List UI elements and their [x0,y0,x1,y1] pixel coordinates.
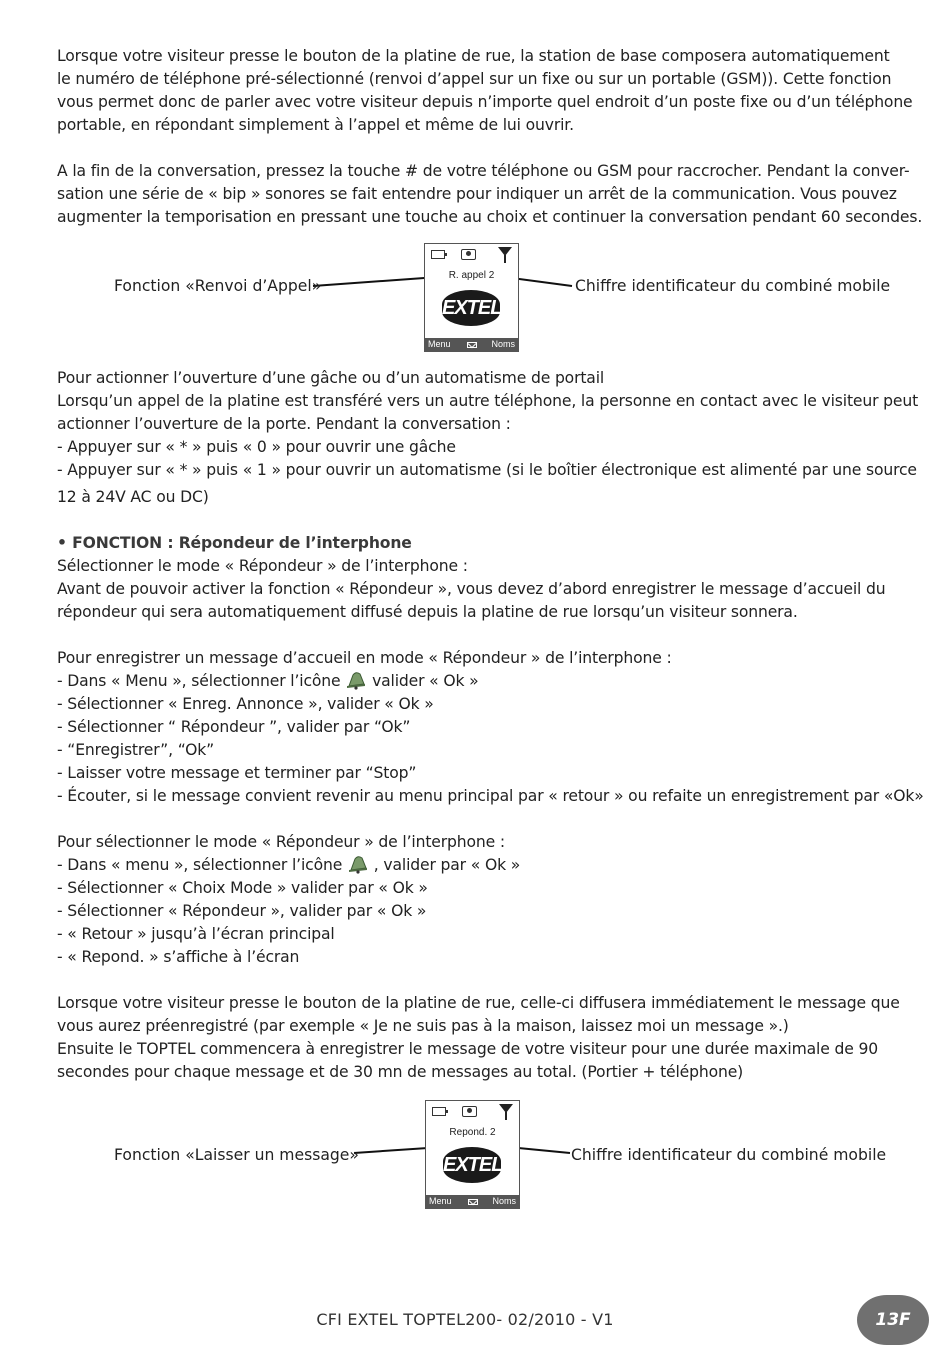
bell-icon [347,854,369,874]
figure-right-label: Chiffre identificateur du combiné mobile [571,1146,887,1164]
text-line: portable, en répondant simplement à l’appel et même de lui ouvrir. [57,116,574,134]
text-line: - Sélectionner « Choix Mode » valider par « Ok » [57,879,428,897]
figure-left-label: Fonction «Laisser un message» [114,1146,359,1164]
antenna-icon [498,247,512,256]
envelope-icon [467,342,477,348]
camera-icon [462,1106,477,1117]
text-line: Avant de pouvoir activer la fonction « Répondeur », vous devez d’abord enregistrer le message d’accueil du [57,580,886,598]
battery-icon [431,250,445,259]
text-line: Ensuite le TOPTEL commencera à enregistrer le message de votre visiteur pour une durée maximale de 90 [57,1040,878,1058]
text-line: - Sélectionner « Répondeur », valider par « Ok » [57,902,427,920]
soft-key-menu: Menu [428,339,451,349]
figure-right-label: Chiffre identificateur du combiné mobile [575,277,891,295]
text-line: - Sélectionner « Enreg. Annonce », valider « Ok » [57,695,434,713]
figure-renvoi-appel [0,243,950,355]
step-text: - Dans « Menu », sélectionner l’icône [57,672,346,690]
step-line [57,854,907,877]
text-line: répondeur qui sera automatiquement diffusé depuis la platine de rue lorsqu’un visiteur sonnera. [57,603,798,621]
text-line: sation une série de « bip » sonores se fait entendre pour indiquer un arrêt de la communication. Vous pouvez [57,185,897,203]
step-line [57,670,907,693]
phone-screen [424,243,519,352]
text-line: - « Retour » jusqu’à l’écran principal [57,925,335,943]
text-line: vous aurez préenregistré (par exemple « Je ne suis pas à la maison, laissez moi un message ».) [57,1017,789,1035]
soft-key-bar [425,338,518,351]
text-line: - Écouter, si le message convient revenir au menu principal par « retour » ou refaite un enregistrement par «Ok» [57,787,924,805]
text-line: - Sélectionner “ Répondeur ”, valider par “Ok” [57,718,411,736]
camera-icon [461,249,476,260]
text-line: Lorsque votre visiteur presse le bouton de la platine de rue, celle-ci diffusera immédiatement le message que [57,994,900,1012]
soft-key-bar [426,1195,519,1208]
section-heading: • FONCTION : Répondeur de l’interphone [57,534,412,552]
text-line: 12 à 24V AC ou DC) [57,488,209,506]
envelope-icon [468,1199,478,1205]
page-number-badge: 13F [857,1295,929,1345]
enregistrer-section [57,647,924,808]
gache-section [57,367,919,509]
text-line: augmenter la temporisation en pressant une touche au choix et continuer la conversation pendant 60 secondes. [57,208,923,226]
extel-logo: EXTEL [442,290,500,326]
text-line: Lorsque votre visiteur presse le bouton de la platine de rue, la station de base composera automatiquement [57,47,890,65]
text-line: - Laisser votre message et terminer par “Stop” [57,764,417,782]
text-line: Pour actionner l’ouverture d’une gâche ou d’un automatisme de portail [57,369,605,387]
text-line: secondes pour chaque message et de 30 mn de messages au total. (Portier + téléphone) [57,1063,744,1081]
text-line: - Appuyer sur « * » puis « 0 » pour ouvrir une gâche [57,438,456,456]
soft-key-noms: Noms [491,339,515,349]
text-line: - “Enregistrer”, “Ok” [57,741,215,759]
select-mode-section [57,831,907,969]
text-line: le numéro de téléphone pré-sélectionné (renvoi d’appel sur un fixe ou sur un portable (GSM)). Cette fonction [57,70,892,88]
text-line: - Appuyer sur « * » puis « 1 » pour ouvrir un automatisme (si le boîtier électronique est alimenté par une source [57,461,917,479]
soft-key-noms: Noms [492,1196,516,1206]
extel-logo: EXTEL [443,1147,501,1183]
step-text: , valider par « Ok » [373,856,521,874]
phone-screen [425,1100,520,1209]
text-line: Pour enregistrer un message d’accueil en mode « Répondeur » de l’interphone : [57,649,672,667]
soft-key-menu: Menu [429,1196,452,1206]
intro-paragraph-2 [57,160,923,229]
text-line: vous permet donc de parler avec votre visiteur depuis n’importe quel endroit d’un poste fixe ou d’un téléphone [57,93,913,111]
text-line: actionner l’ouverture de la porte. Pendant la conversation : [57,415,511,433]
text-line: Pour sélectionner le mode « Répondeur » de l’interphone : [57,833,505,851]
screen-status-text: R. appel 2 [448,270,495,281]
footer-text: CFI EXTEL TOPTEL200- 02/2010 - V1 [316,1310,614,1329]
figure-left-label: Fonction «Renvoi d’Appel» [114,277,322,295]
status-bar [430,1104,515,1118]
text-line: Lorsqu’un appel de la platine est transféré vers un autre téléphone, la personne en contact avec le visiteur peut [57,392,919,410]
figure-laisser-message [0,1100,950,1212]
text-line: Sélectionner le mode « Répondeur » de l’interphone : [57,557,468,575]
bell-icon [345,670,367,690]
outro-section [57,992,907,1084]
antenna-icon [499,1104,513,1113]
text-line: - « Repond. » s’affiche à l’écran [57,948,300,966]
screen-status-text: Repond. 2 [449,1127,496,1138]
text-line: A la fin de la conversation, pressez la touche # de votre téléphone ou GSM pour raccrocher. Pendant la conver- [57,162,910,180]
repondeur-section [57,532,907,624]
step-text: - Dans « menu », sélectionner l’icône [57,856,347,874]
intro-paragraph-1 [57,45,913,137]
battery-icon [432,1107,446,1116]
step-text: valider « Ok » [372,672,479,690]
status-bar [429,247,514,261]
